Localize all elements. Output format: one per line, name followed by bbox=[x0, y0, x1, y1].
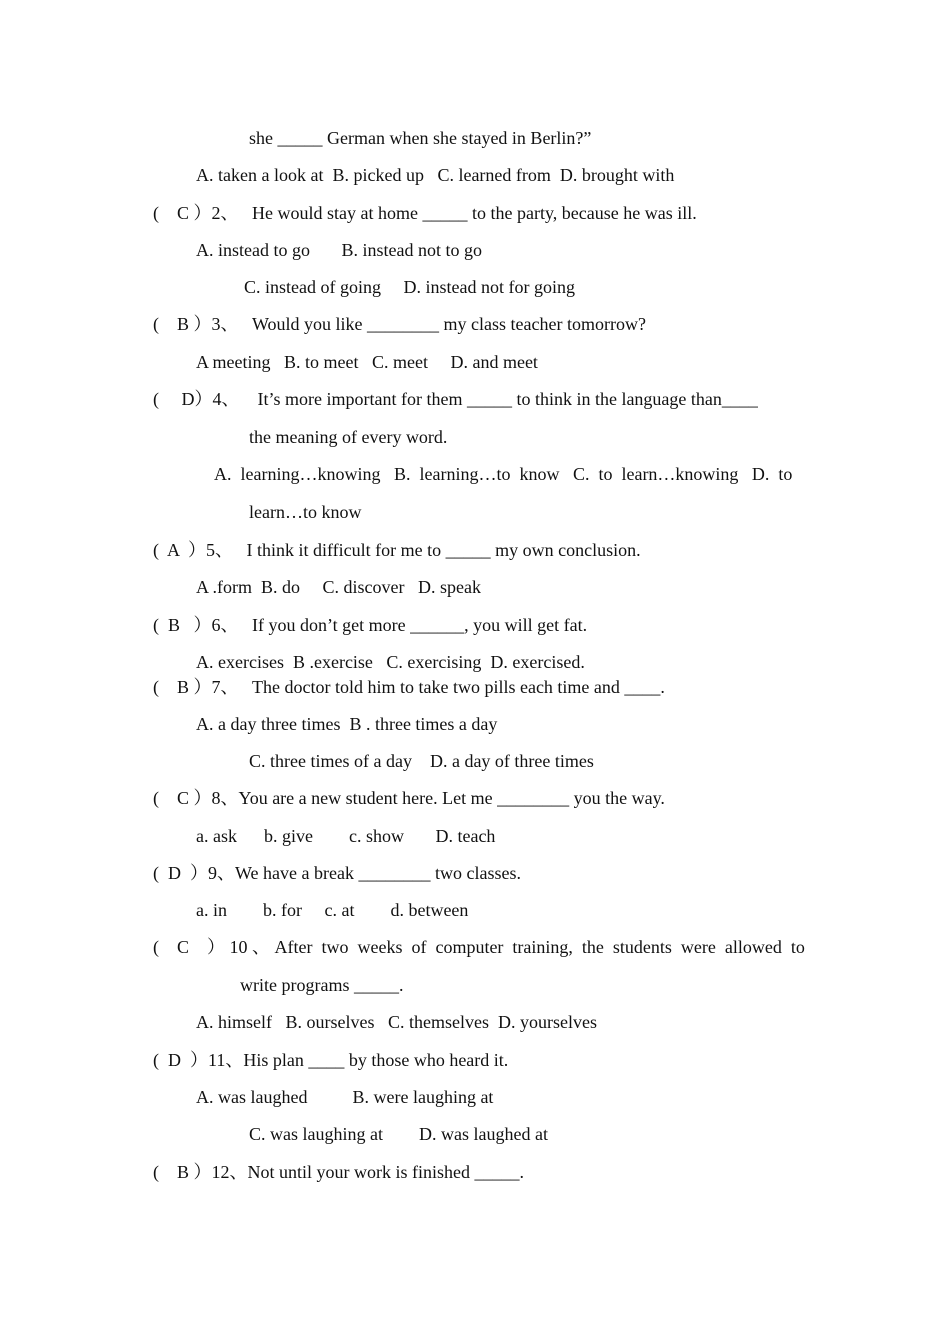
text-line: write programs _____. bbox=[240, 975, 404, 995]
question-line: ( B ）7、 The doctor told him to take two pills each time and ____. bbox=[153, 677, 665, 697]
options-line: A. exercises B .exercise C. exercising D. exercised. bbox=[196, 652, 585, 672]
options-line: C. instead of going D. instead not for going bbox=[244, 277, 575, 297]
options-line: C. was laughing at D. was laughed at bbox=[249, 1124, 548, 1144]
question-line: ( B ）12、Not until your work is finished _____. bbox=[153, 1162, 524, 1182]
options-line: A. himself B. ourselves C. themselves D. yourselves bbox=[196, 1012, 597, 1032]
options-line: C. three times of a day D. a day of three times bbox=[249, 751, 594, 771]
question-line: ( C ）8、You are a new student here. Let me ________ you the way. bbox=[153, 788, 665, 808]
options-line: A. was laughed B. were laughing at bbox=[196, 1087, 494, 1107]
question-line: ( A ）5、 I think it difficult for me to _____ my own conclusion. bbox=[153, 540, 641, 560]
options-line: A. a day three times B . three times a day bbox=[196, 714, 498, 734]
options-line: A. instead to go B. instead not to go bbox=[196, 240, 482, 260]
text-line: learn…to know bbox=[249, 502, 362, 522]
question-line: ( C ）2、 He would stay at home _____ to the party, because he was ill. bbox=[153, 203, 697, 223]
options-line: a. in b. for c. at d. between bbox=[196, 900, 469, 920]
question-line: ( D ）9、We have a break ________ two classes. bbox=[153, 863, 521, 883]
question-line: ( B ）3、 Would you like ________ my class teacher tomorrow? bbox=[153, 314, 646, 334]
question-line: ( B ）6、 If you don’t get more ______, you will get fat. bbox=[153, 615, 588, 635]
options-line: a. ask b. give c. show D. teach bbox=[196, 826, 496, 846]
text-line: she _____ German when she stayed in Berlin?” bbox=[249, 128, 592, 148]
question-line: ( C ） 10 、 After two weeks of computer training, the students were allowed to bbox=[153, 937, 805, 957]
options-line: A meeting B. to meet C. meet D. and meet bbox=[196, 352, 538, 372]
question-line: ( D ）11、His plan ____ by those who heard it. bbox=[153, 1050, 509, 1070]
options-line: A. taken a look at B. picked up C. learned from D. brought with bbox=[196, 165, 675, 185]
question-line: ( D）4、 It’s more important for them _____ to think in the language than____ bbox=[153, 389, 758, 409]
options-line: A .form B. do C. discover D. speak bbox=[196, 577, 481, 597]
options-line: A. learning…knowing B. learning…to know C. to learn…knowing D. to bbox=[214, 464, 793, 484]
text-line: the meaning of every word. bbox=[249, 427, 448, 447]
